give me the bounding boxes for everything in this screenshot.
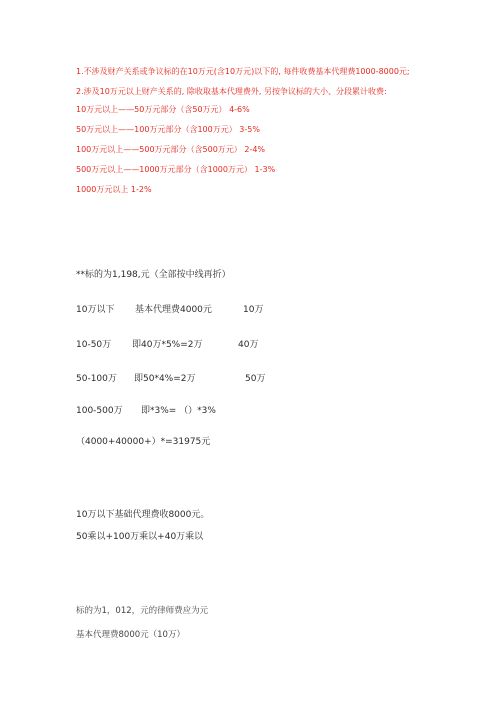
row-range: 100-500万 bbox=[76, 406, 123, 416]
row-amount: 40万 bbox=[238, 340, 259, 350]
row-calc: 即40万*5%=2万 bbox=[132, 340, 203, 350]
fee-rule-tier-4: 500万元以上——1000万元部分（含1000万元） 1-3% bbox=[76, 165, 276, 174]
row-amount: 50万 bbox=[245, 374, 266, 384]
fee-rule-tier-2: 50万元以上——100万元部分（含100万元） 3-5% bbox=[76, 125, 260, 134]
fee-rule-tier-5: 1000万元以上 1-2% bbox=[76, 185, 152, 194]
footer-line-1: 标的为1，012，元的律师费应为元 bbox=[76, 606, 209, 616]
note-base-fee: 10万以下基础代理费收8000元。 bbox=[76, 510, 210, 520]
row-calc: 即*3%= （）*3% bbox=[141, 406, 216, 416]
row-range: 10-50万 bbox=[76, 340, 112, 350]
row-calc: 即50*4%=2万 bbox=[134, 374, 196, 384]
example-total: （4000+40000+）*=31975元 bbox=[76, 437, 211, 447]
row-range: 10万以下 bbox=[76, 305, 115, 315]
note-formula: 50乘以+100万乘以+40万乘以 bbox=[76, 532, 204, 542]
row-calc: 基本代理费4000元 bbox=[135, 305, 212, 315]
fee-rule-1: 1.不涉及财产关系或争议标的在10万元(含10万元)以下的, 每件收费基本代理费1000-8000元; bbox=[76, 67, 410, 76]
fee-rule-2: 2.涉及10万元以上财产关系的, 除收取基本代理费外, 另按争议标的大小、分段累计收费: bbox=[76, 87, 387, 96]
fee-rules bbox=[76, 64, 438, 198]
row-range: 50-100万 bbox=[76, 374, 117, 384]
fee-rule-tier-1: 10万元以上——50万元部分（含50万元） 4-6% bbox=[76, 105, 250, 114]
fee-rule-tier-3: 100万元以上——500万元部分（含500万元） 2-4% bbox=[76, 145, 266, 154]
example-heading: **标的为1,198,元（全部按中线再折） bbox=[76, 270, 231, 280]
footer-line-2: 基本代理费8000元（10万） bbox=[76, 630, 185, 640]
row-amount: 10万 bbox=[243, 305, 264, 315]
